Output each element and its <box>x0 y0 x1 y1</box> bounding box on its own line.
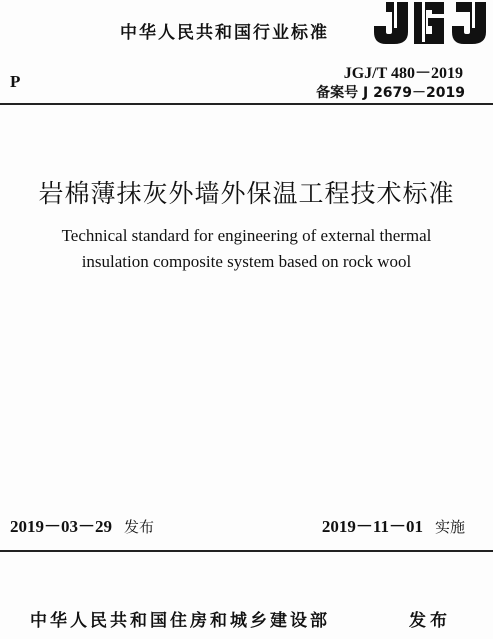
issue-label: 发布 <box>124 518 155 536</box>
standard-number: JGJ/T 480－2019 <box>343 65 463 82</box>
jgj-logo <box>372 0 488 46</box>
classification-letter: P <box>10 72 21 91</box>
footer-divider <box>0 550 493 552</box>
implementation-date-block <box>322 512 465 537</box>
implementation-label: 实施 <box>434 518 465 536</box>
title-english-line-1: Technical standard for engineering of external thermal <box>61 226 432 245</box>
header-divider <box>0 103 493 105</box>
record-number: 备案号 J 2679－2019 <box>316 85 465 101</box>
standard-category: 中华人民共和国行业标准 <box>120 23 329 43</box>
publish-label: 发布 <box>409 611 451 631</box>
publisher: 中华人民共和国住房和城乡建设部 <box>30 611 330 631</box>
title-english <box>0 223 493 275</box>
title-chinese: 岩棉薄抹灰外墙外保温工程技术标准 <box>38 179 455 208</box>
issue-date: 2019－03－29 <box>10 517 112 536</box>
title-english-line-2: insulation composite system based on rock wool <box>81 252 412 271</box>
implementation-date: 2019－11－01 <box>321 517 423 536</box>
issue-date-block <box>10 512 154 537</box>
